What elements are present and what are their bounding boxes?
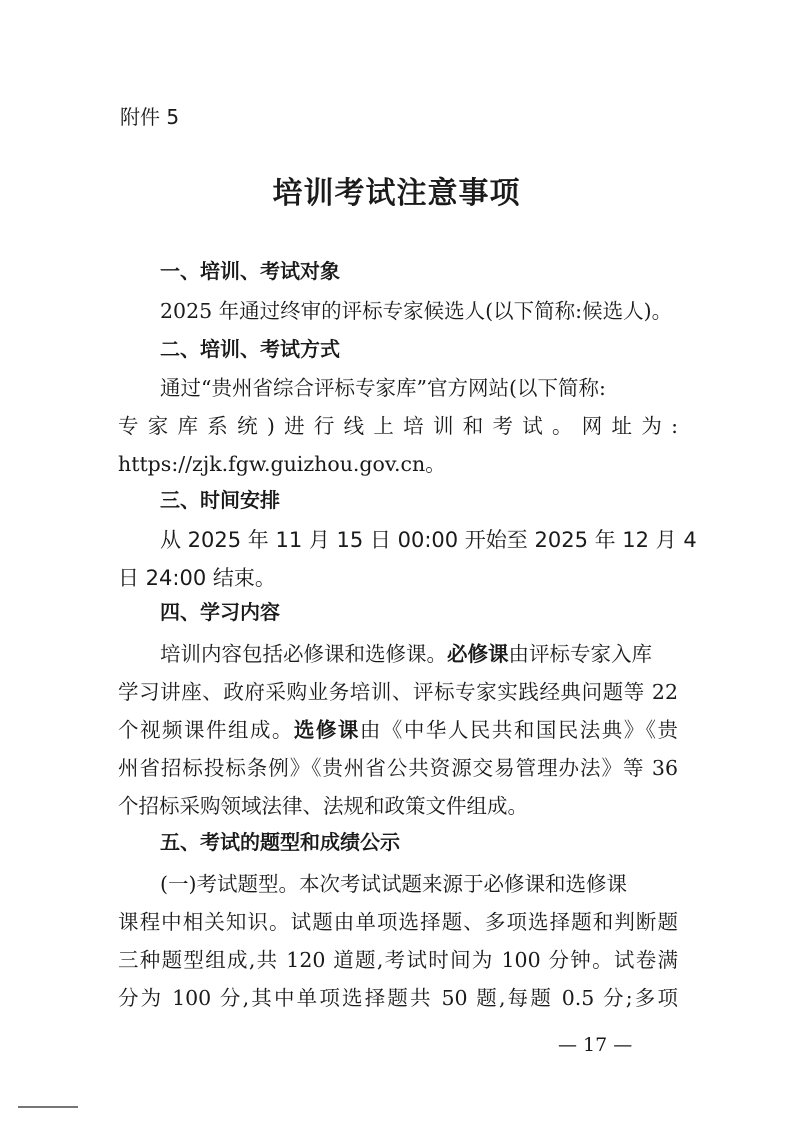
section-2-line-2: 专家库系统)进行线上培训和考试。网址为: bbox=[118, 414, 678, 438]
section-4-heading: 四、学习内容 bbox=[160, 600, 280, 624]
section-4-line-1 bbox=[160, 640, 652, 668]
section-4-line-3-a: 个视频课件组成。 bbox=[118, 718, 294, 742]
section-5-line-1: (一)考试题型。本次考试试题来源于必修课和选修课 bbox=[160, 872, 627, 896]
scan-edge-mark bbox=[18, 1106, 78, 1108]
attachment-label: 附件 5 bbox=[120, 105, 180, 129]
section-5-line-2: 课程中相关知识。试题由单项选择题、多项选择题和判断题 bbox=[118, 910, 678, 934]
section-4-line-3 bbox=[118, 716, 678, 744]
section-3-heading: 三、时间安排 bbox=[160, 488, 280, 512]
document-title: 培训考试注意事项 bbox=[272, 176, 521, 211]
section-5-line-4: 分为 100 分,其中单项选择题共 50 题,每题 0.5 分;多项 bbox=[118, 986, 678, 1010]
section-2-line-1: 通过“贵州省综合评标专家库”官方网站(以下简称: bbox=[160, 376, 606, 400]
section-4-line-1-a: 培训内容包括必修课和选修课。 bbox=[160, 642, 447, 666]
section-4-line-3-b: 由《中华人民共和国民法典》《贵 bbox=[359, 718, 679, 742]
required-course-term: 必修课 bbox=[447, 642, 509, 666]
section-3-line-2: 日 24:00 结束。 bbox=[118, 566, 276, 590]
section-3-line-1: 从 2025 年 11 月 15 日 00:00 开始至 2025 年 12 月 4 bbox=[160, 528, 697, 552]
section-5-heading: 五、考试的题型和成绩公示 bbox=[160, 830, 400, 854]
section-2-heading: 二、培训、考试方式 bbox=[160, 337, 340, 361]
page-number: — 17 — bbox=[558, 1034, 633, 1056]
section-4-line-2: 学习讲座、政府采购业务培训、评标专家实践经典问题等 22 bbox=[118, 680, 678, 704]
section-4-line-4: 州省招标投标条例》《贵州省公共资源交易管理办法》等 36 bbox=[118, 756, 678, 780]
section-4-line-1-b: 由评标专家入库 bbox=[508, 642, 652, 666]
section-1-line-1: 2025 年通过终审的评标专家候选人(以下简称:候选人)。 bbox=[160, 299, 673, 323]
elective-course-term: 选修课 bbox=[293, 718, 360, 742]
section-4-line-5: 个招标采购领域法律、法规和政策文件组成。 bbox=[118, 794, 528, 818]
section-2-url: https://zjk.fgw.guizhou.gov.cn。 bbox=[118, 452, 446, 476]
section-5-line-3: 三种题型组成,共 120 道题,考试时间为 100 分钟。试卷满 bbox=[118, 948, 678, 972]
section-1-heading: 一、培训、考试对象 bbox=[160, 259, 340, 283]
